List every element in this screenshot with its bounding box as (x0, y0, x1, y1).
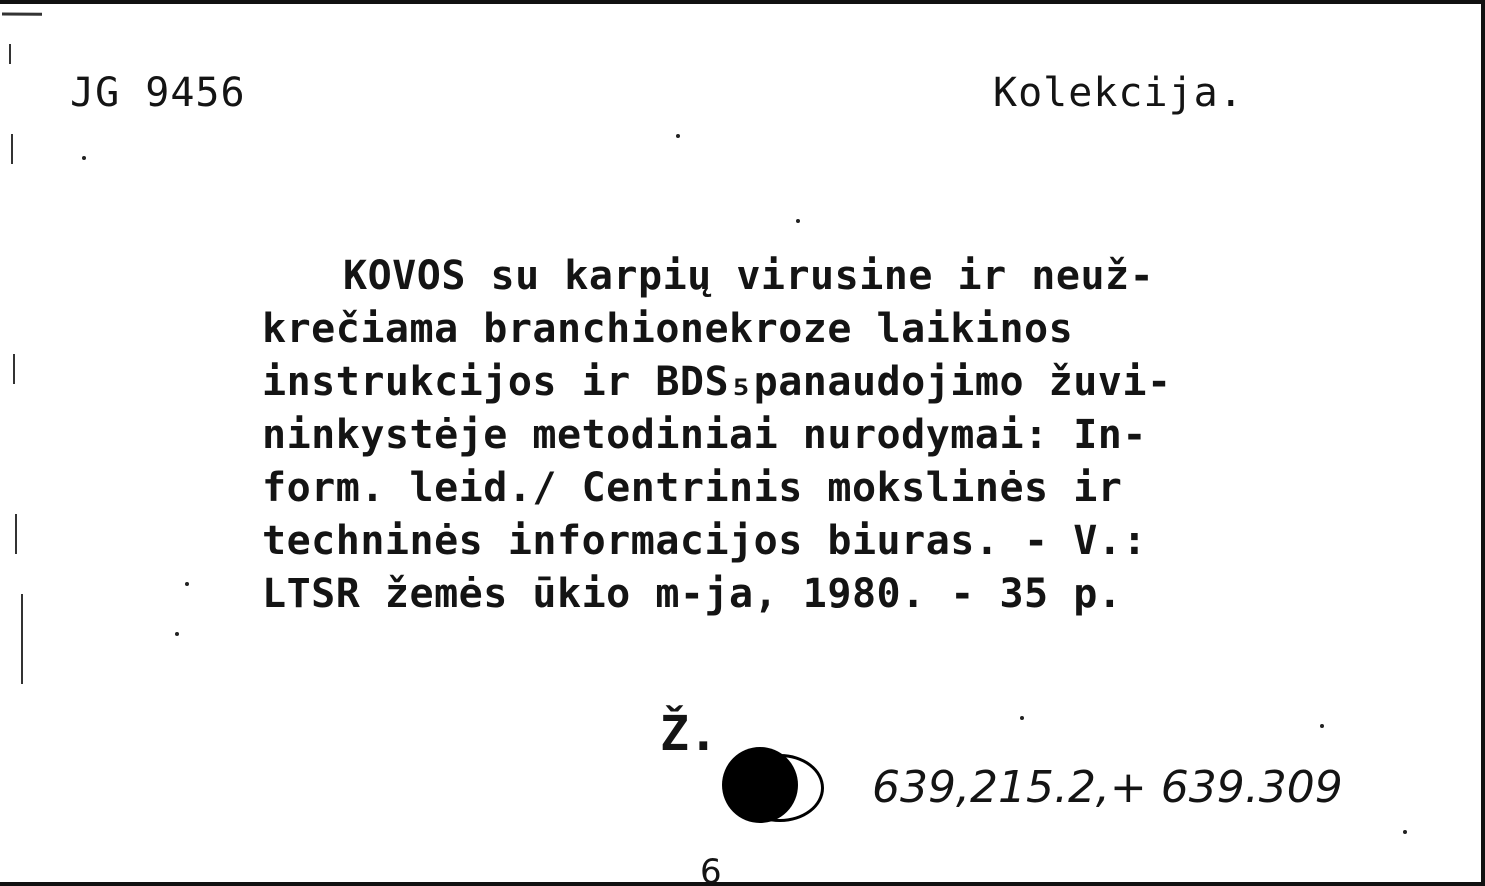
edge-marks (2, 4, 42, 886)
page-number: 6 (700, 852, 722, 886)
body-line-4: ninkystėje metodiniai nurodymai: In- (262, 412, 1147, 458)
collection-label: Kolekcija. (993, 70, 1244, 116)
speck-dot (1403, 830, 1407, 834)
speck-dot (82, 156, 86, 160)
speck-dot (185, 582, 189, 586)
body-line-7: LTSR žemės ūkio m-ja, 1980. - 35 p. (262, 571, 1123, 617)
body-line-1: KOVOS su karpių virusine ir neuž- (343, 253, 1155, 299)
body-line-3: instrukcijos ir BDS₅panaudojimo žuvi- (262, 359, 1172, 405)
body-line-5: form. leid./ Centrinis mokslinės ir (262, 465, 1123, 511)
handwritten-mark: Ž. (660, 706, 718, 762)
speck-dot (1020, 716, 1024, 720)
speck-dot (1320, 724, 1324, 728)
body-line-2: krečiama branchionekroze laikinos (262, 306, 1074, 352)
classification-number: 639,215.2,+ 639.309 (872, 762, 1343, 813)
call-number: JG 9456 (70, 70, 246, 116)
speck-dot (796, 219, 800, 223)
punch-hole (722, 747, 798, 823)
speck-dot (175, 632, 179, 636)
speck-dot (676, 134, 680, 138)
body-line-6: techninės informacijos biuras. - V.: (262, 518, 1147, 564)
